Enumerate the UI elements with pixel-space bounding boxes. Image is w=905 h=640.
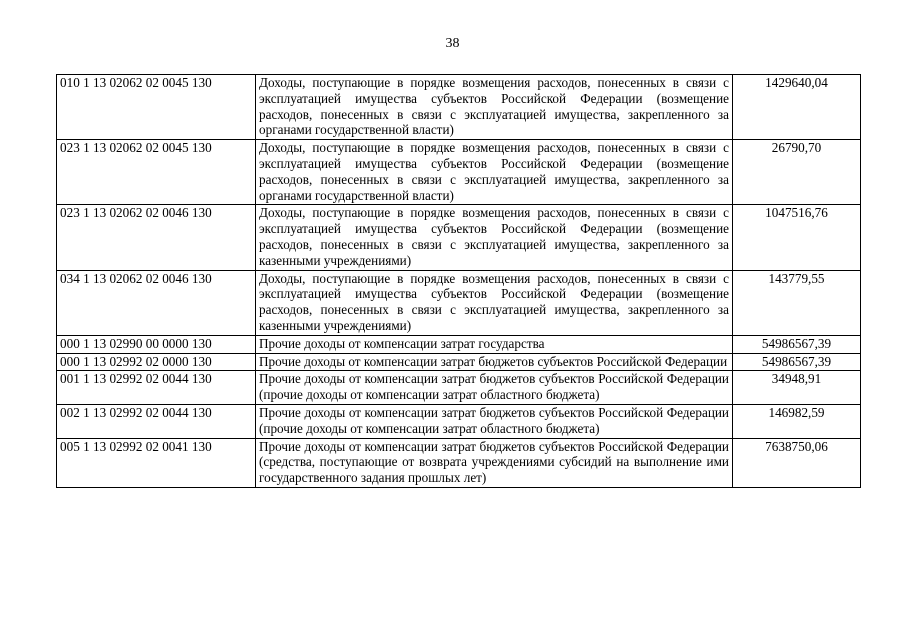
amount-cell: 26790,70 — [733, 140, 861, 205]
amount-cell: 143779,55 — [733, 270, 861, 335]
amount-cell: 54986567,39 — [733, 353, 861, 371]
table-row — [57, 270, 861, 335]
table-row — [57, 140, 861, 205]
table-row — [57, 438, 861, 487]
description-cell: Прочие доходы от компенсации затрат государства — [256, 335, 733, 353]
amount-cell: 34948,91 — [733, 371, 861, 405]
budget-code-cell: 000 1 13 02992 02 0000 130 — [57, 353, 256, 371]
table-row — [57, 335, 861, 353]
description-cell: Доходы, поступающие в порядке возмещения расходов, понесенных в связи с эксплуатацией имущества субъектов Российской Федерации (возмещение расходов, понесенных в связи с эксплуатацией имущества, закрепленного за органами государственной власти) — [256, 75, 733, 140]
amount-cell: 1429640,04 — [733, 75, 861, 140]
budget-code-cell: 023 1 13 02062 02 0046 130 — [57, 205, 256, 270]
budget-code-cell: 005 1 13 02992 02 0041 130 — [57, 438, 256, 487]
budget-code-cell: 010 1 13 02062 02 0045 130 — [57, 75, 256, 140]
table-row — [57, 75, 861, 140]
amount-cell: 1047516,76 — [733, 205, 861, 270]
table-row — [57, 353, 861, 371]
table-row — [57, 371, 861, 405]
budget-code-cell: 023 1 13 02062 02 0045 130 — [57, 140, 256, 205]
description-cell: Доходы, поступающие в порядке возмещения расходов, понесенных в связи с эксплуатацией имущества субъектов Российской Федерации (возмещение расходов, понесенных в связи с эксплуатацией имущества, закрепленного за органами государственной власти) — [256, 140, 733, 205]
amount-cell: 7638750,06 — [733, 438, 861, 487]
description-cell: Прочие доходы от компенсации затрат бюджетов субъектов Российской Федерации (прочие доходы от компенсации затрат областного бюджета) — [256, 371, 733, 405]
description-cell: Прочие доходы от компенсации затрат бюджетов субъектов Российской Федерации (средства, поступающие от возврата учреждениями субсидий на выполнение ими государственного задания прошлых лет) — [256, 438, 733, 487]
amount-cell: 54986567,39 — [733, 335, 861, 353]
budget-code-cell: 001 1 13 02992 02 0044 130 — [57, 371, 256, 405]
description-cell: Доходы, поступающие в порядке возмещения расходов, понесенных в связи с эксплуатацией имущества субъектов Российской Федерации (возмещение расходов, понесенных в связи с эксплуатацией имущества, закрепленного за казенными учреждениями) — [256, 270, 733, 335]
table-row — [57, 404, 861, 438]
revenue-table — [56, 74, 861, 488]
description-cell: Прочие доходы от компенсации затрат бюджетов субъектов Российской Федерации — [256, 353, 733, 371]
budget-code-cell: 000 1 13 02990 00 0000 130 — [57, 335, 256, 353]
budget-code-cell: 002 1 13 02992 02 0044 130 — [57, 404, 256, 438]
table-row — [57, 205, 861, 270]
description-cell: Доходы, поступающие в порядке возмещения расходов, понесенных в связи с эксплуатацией имущества субъектов Российской Федерации (возмещение расходов, понесенных в связи с эксплуатацией имущества, закрепленного за казенными учреждениями) — [256, 205, 733, 270]
budget-code-cell: 034 1 13 02062 02 0046 130 — [57, 270, 256, 335]
amount-cell: 146982,59 — [733, 404, 861, 438]
page-number: 38 — [445, 36, 460, 51]
description-cell: Прочие доходы от компенсации затрат бюджетов субъектов Российской Федерации (прочие доходы от компенсации затрат областного бюджета) — [256, 404, 733, 438]
